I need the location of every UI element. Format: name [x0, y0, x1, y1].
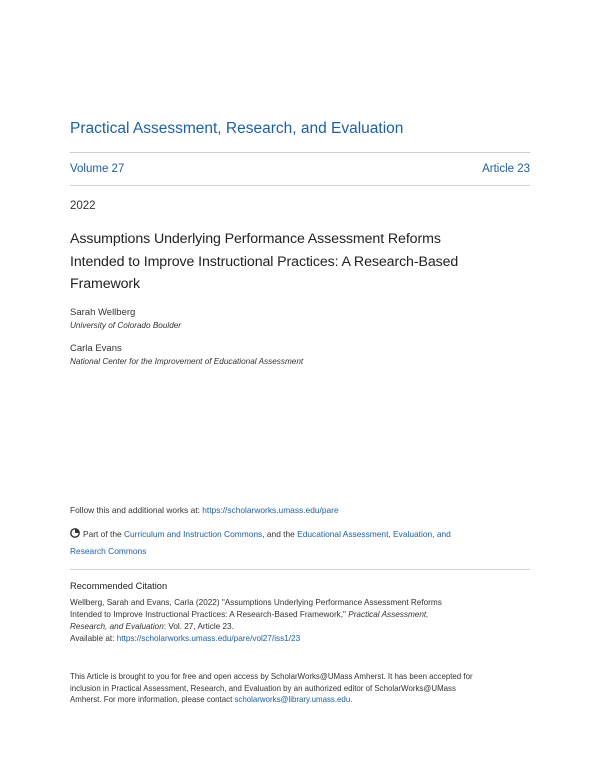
- divider: [70, 569, 530, 570]
- author-name: Sarah Wellberg: [70, 307, 136, 318]
- author-affiliation: University of Colorado Boulder: [70, 321, 182, 330]
- citation-url-link[interactable]: https://scholarworks.umass.edu/pare/vol27/iss1/23: [116, 634, 301, 643]
- citation-journal: Research, and Evaluation: [70, 622, 164, 631]
- assessment-commons-link[interactable]: Research Commons: [70, 546, 147, 556]
- publication-year: 2022: [70, 200, 96, 212]
- citation-text: Intended to Improve Instructional Practices: A Research-Based Framework,": [70, 610, 349, 619]
- notice-text: Amherst. For more information, please contact: [70, 695, 235, 704]
- notice-text: .: [350, 695, 353, 704]
- notice-line: [70, 694, 540, 706]
- paper-title-line: Intended to Improve Instructional Practices: A Research-Based: [70, 253, 459, 270]
- author-name: Carla Evans: [70, 343, 122, 354]
- citation-text: : Vol. 27, Article 23.: [163, 622, 234, 631]
- part-of-prefix: Part of the: [83, 529, 124, 539]
- notice-line: inclusion in Practical Assessment, Research, and Evaluation by an authorized editor of ScholarWorks@UMass: [70, 683, 456, 693]
- citation-line: [70, 633, 540, 645]
- paper-title: [70, 228, 530, 296]
- assessment-commons-link[interactable]: Educational Assessment, Evaluation, and: [297, 529, 451, 539]
- part-of-middle: , and the: [262, 529, 298, 539]
- journal-title-link[interactable]: Practical Assessment, Research, and Evaluation: [70, 120, 404, 137]
- volume-link[interactable]: Volume 27: [70, 163, 125, 175]
- part-of-commons: [70, 526, 530, 560]
- repository-link[interactable]: https://scholarworks.umass.edu/pare: [202, 505, 339, 515]
- contact-email-link[interactable]: scholarworks@library.umass.edu: [234, 695, 351, 704]
- citation-text: Available at:: [70, 634, 117, 643]
- citation-heading: Recommended Citation: [70, 581, 168, 591]
- follow-text: Follow this and additional works at:: [70, 505, 203, 515]
- follow-line: [70, 505, 339, 515]
- author-affiliation: National Center for the Improvement of Educational Assessment: [70, 357, 304, 366]
- citation-line: [70, 609, 540, 621]
- citation-journal: Practical Assessment,: [348, 610, 429, 619]
- citation-line: [70, 621, 540, 633]
- access-notice: [70, 671, 540, 706]
- article-link[interactable]: Article 23: [482, 163, 530, 175]
- paper-title-line: Framework: [70, 276, 141, 292]
- curriculum-commons-link[interactable]: Curriculum and Instruction Commons: [123, 529, 263, 539]
- divider: [70, 185, 530, 186]
- creative-commons-icon: [70, 527, 80, 537]
- citation-line: Wellberg, Sarah and Evans, Carla (2022) "Assumptions Underlying Performance Assessment Reforms: [70, 598, 442, 607]
- paper-title-line: Assumptions Underlying Performance Assessment Reforms: [70, 231, 441, 247]
- recommended-citation: [70, 597, 540, 645]
- divider: [70, 152, 530, 153]
- notice-line: This Article is brought to you for free and open access by ScholarWorks@UMass Amherst. It has been accepted for: [70, 672, 473, 681]
